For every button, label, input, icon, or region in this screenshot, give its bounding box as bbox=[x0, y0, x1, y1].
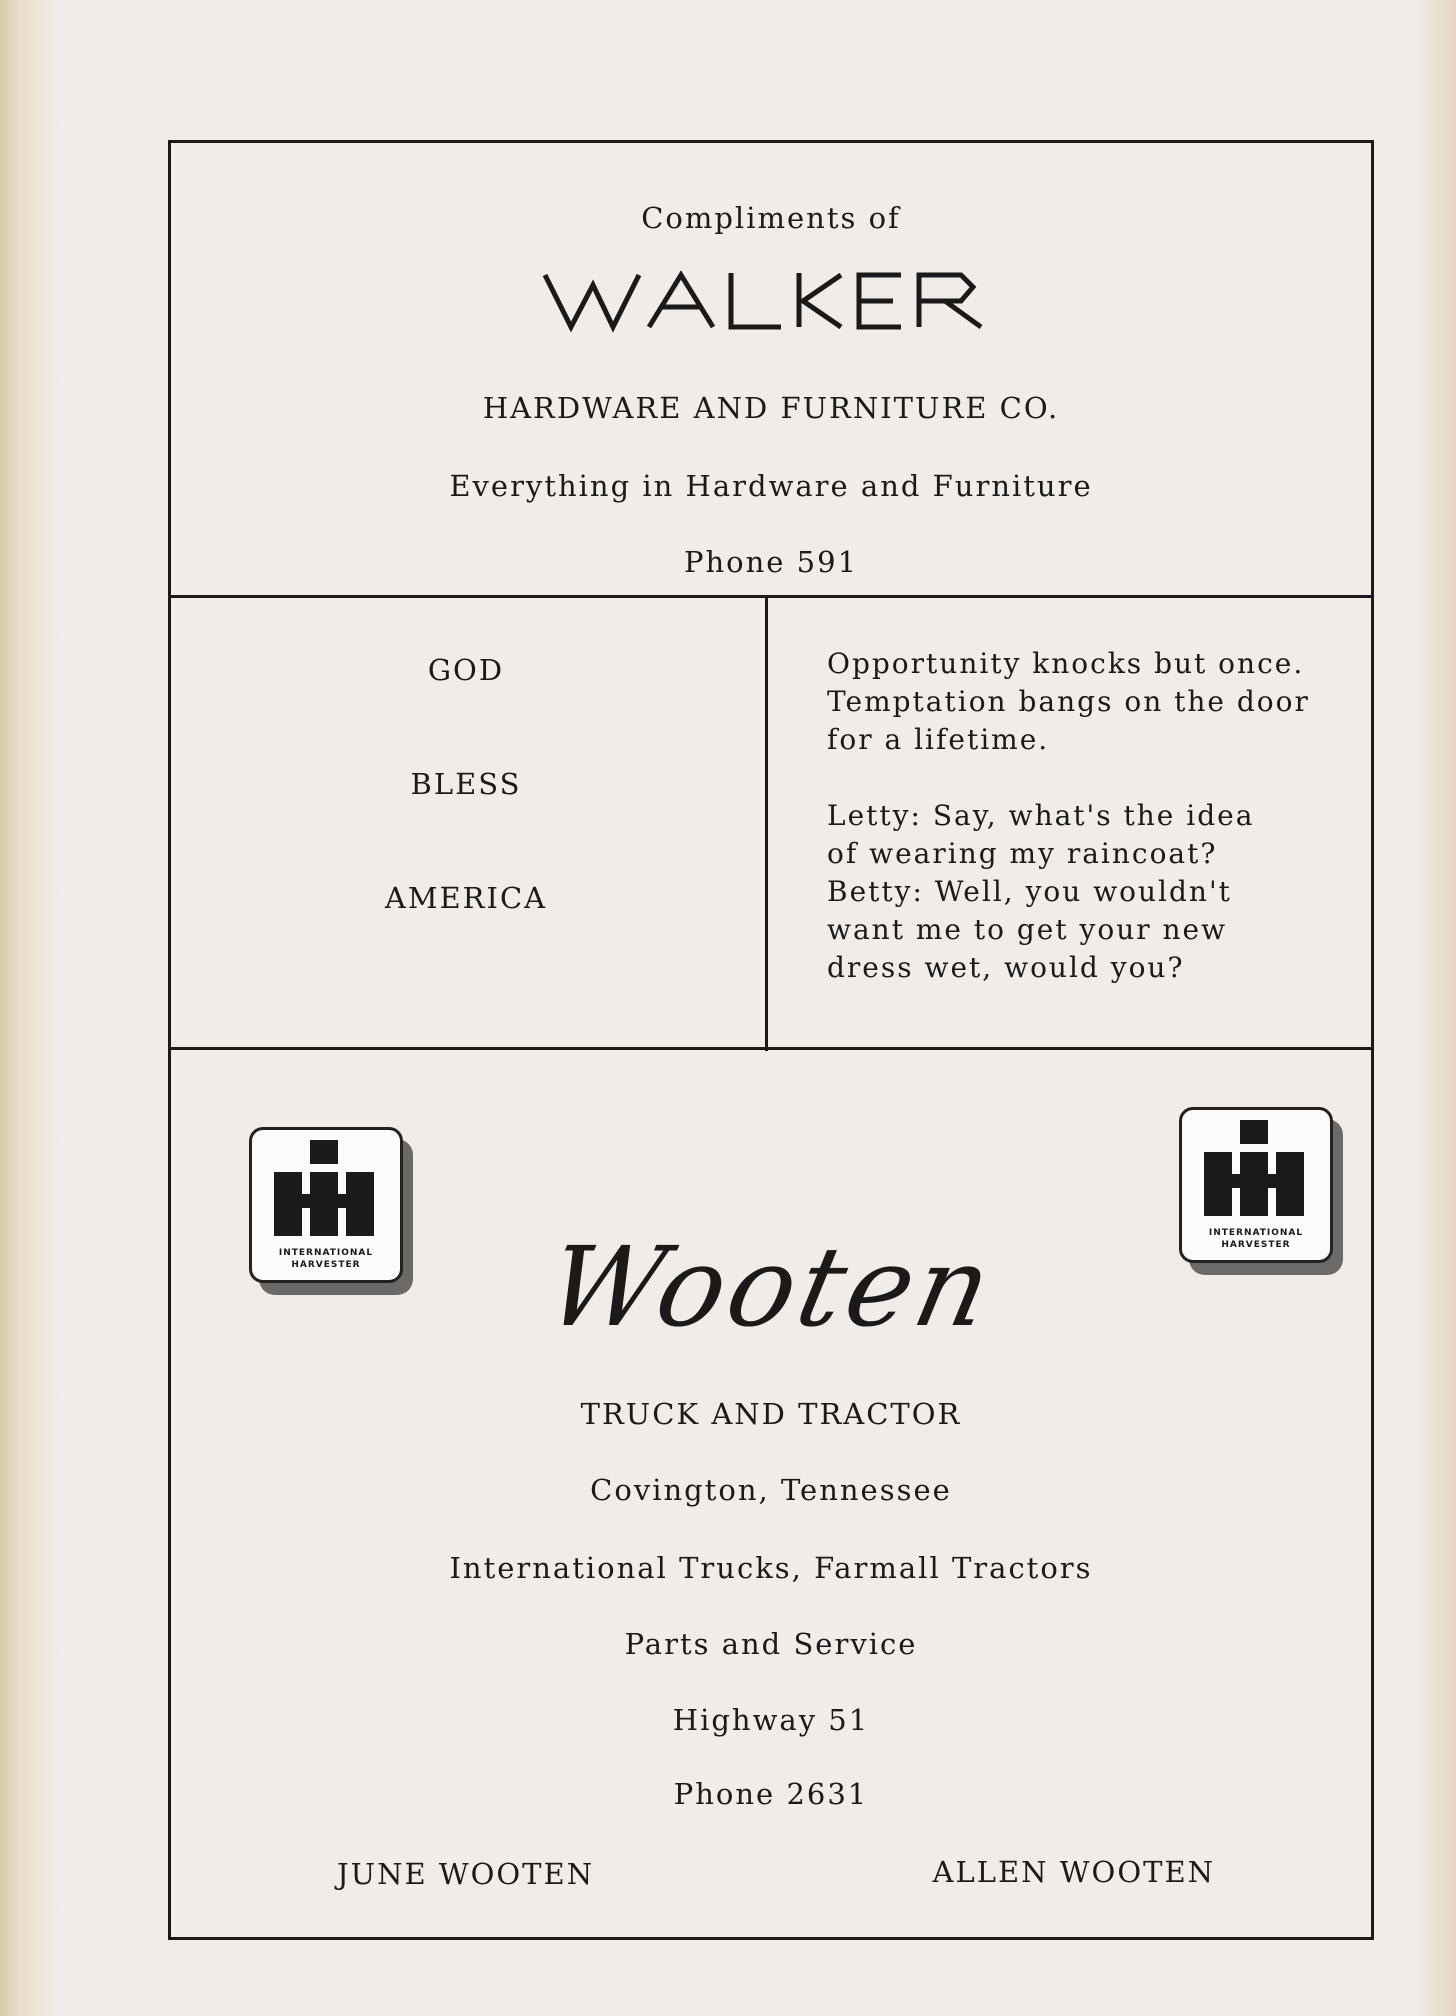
joke-line bbox=[827, 759, 1310, 797]
wooten-script-logo: Wooten bbox=[536, 1223, 1006, 1351]
owner-allen: ALLEN WOOTEN bbox=[932, 1855, 1215, 1889]
wooten-products: International Trucks, Farmall Tractors bbox=[449, 1551, 1093, 1585]
patriotic-line-america: AMERICA bbox=[384, 881, 548, 915]
page-edge-left bbox=[0, 0, 60, 2016]
wooten-address: Highway 51 bbox=[672, 1703, 870, 1737]
patriotic-line-bless: BLESS bbox=[410, 767, 522, 801]
joke-line: for a lifetime. bbox=[827, 723, 1050, 756]
patriotic-line-god: GOD bbox=[427, 653, 505, 687]
joke-line: want me to get your new bbox=[827, 913, 1228, 946]
joke-line: Opportunity knocks but once. bbox=[827, 647, 1305, 680]
divider-bottom bbox=[171, 1047, 1371, 1050]
wooten-location: Covington, Tennessee bbox=[590, 1473, 952, 1507]
walker-compliments: Compliments of bbox=[641, 201, 901, 235]
ad-page-frame bbox=[168, 140, 1374, 1940]
joke-line: of wearing my raincoat? bbox=[827, 837, 1218, 870]
divider-top bbox=[171, 595, 1371, 598]
walker-brand-logo bbox=[171, 263, 1371, 347]
joke-line: dress wet, would you? bbox=[827, 951, 1185, 984]
ih-label-line2: HARVESTER bbox=[1221, 1240, 1291, 1250]
ih-label-line2: HARVESTER bbox=[291, 1260, 361, 1270]
joke-line: Temptation bangs on the door bbox=[827, 685, 1310, 718]
divider-middle bbox=[765, 595, 768, 1051]
ih-label-line1: INTERNATIONAL bbox=[1208, 1228, 1304, 1238]
walker-lettering bbox=[541, 263, 1001, 343]
walker-company: HARDWARE AND FURNITURE CO. bbox=[482, 391, 1060, 425]
wooten-business: TRUCK AND TRACTOR bbox=[580, 1397, 962, 1431]
owner-june: JUNE WOOTEN bbox=[337, 1857, 595, 1891]
joke-text bbox=[827, 645, 1310, 987]
walker-phone: Phone 591 bbox=[683, 545, 859, 579]
wooten-phone: Phone 2631 bbox=[673, 1777, 869, 1811]
joke-line: Betty: Well, you wouldn't bbox=[827, 875, 1232, 908]
walker-slogan: Everything in Hardware and Furniture bbox=[449, 469, 1093, 503]
joke-line: Letty: Say, what's the idea bbox=[827, 799, 1255, 832]
ih-emblem-icon bbox=[1182, 1118, 1330, 1228]
page-edge-right bbox=[1416, 0, 1456, 2016]
ih-label-line1: INTERNATIONAL bbox=[278, 1248, 374, 1258]
wooten-services: Parts and Service bbox=[624, 1627, 918, 1661]
